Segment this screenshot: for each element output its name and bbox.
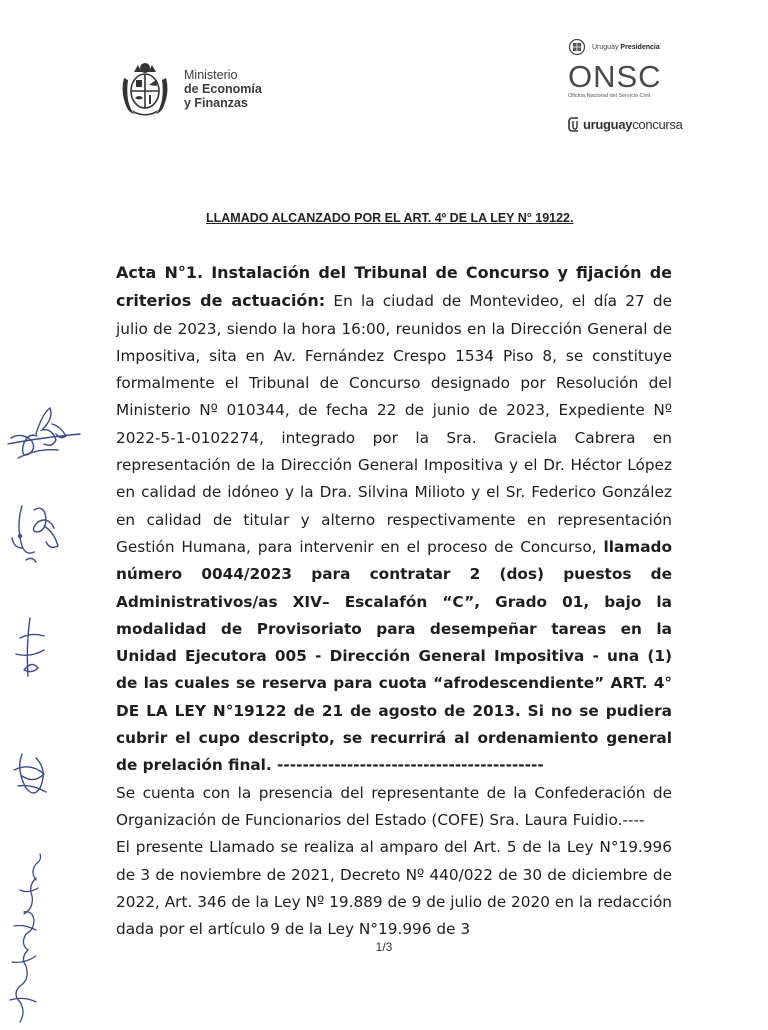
uruguay-concursa-icon [568, 116, 581, 133]
paragraph-acta [116, 259, 672, 780]
portal-word-b: concursa [632, 117, 683, 132]
presidency-seal-icon [568, 38, 586, 56]
portal-word-a: uruguay [583, 117, 633, 132]
margin-signature-3 [6, 614, 56, 684]
ministry-logo [114, 58, 262, 120]
onsc-subtitle: Oficina Nacional del Servicio Civil [568, 93, 650, 99]
document-heading: LLAMADO ALCANZADO POR EL ART. 4º DE LA LEY N° 19122. [206, 211, 574, 225]
onsc-acronym: ONSC [568, 59, 662, 94]
ministry-line-2: de Economía [184, 82, 262, 96]
acta-title: Acta N°1. Instalación del Tribunal de Concurso y fijación de criterios de actuación: [116, 263, 672, 311]
page-number: 1/3 [375, 940, 393, 954]
ministry-name [184, 68, 262, 110]
coat-of-arms-icon [114, 58, 176, 120]
margin-signature-1 [6, 400, 86, 470]
margin-signature-2 [4, 498, 74, 573]
uruguay-concursa-text [583, 117, 683, 132]
uruguay-concursa-logo [568, 116, 688, 133]
presidency-row [568, 36, 688, 58]
ministry-line-1: Ministerio [184, 68, 238, 82]
margin-signature-4 [6, 744, 66, 804]
ministry-line-3: y Finanzas [184, 96, 248, 110]
onsc-logo [568, 36, 688, 133]
presidency-word: Presidencia [620, 43, 660, 51]
presidency-prefix: Uruguay [592, 43, 619, 51]
document-body [116, 259, 672, 943]
paragraph-legal-basis: El presente Llamado se realiza al amparo del Art. 5 de la Ley N°19.996 de 3 de noviembre de 2021, Decreto Nº 440/022 de 30 de diciembre de 2022, Art. 346 de la Ley Nº 19.889 de 9 de julio de 2020 en la redacción dada por el artículo 9 de la Ley N°19.996 de 3 [116, 838, 672, 939]
presidency-label [592, 44, 660, 51]
acta-text: En la ciudad de Montevideo, el día 27 de julio de 2023, siendo la hora 16:00, reunidos en la Dirección General de Impositiva, sita en Av. Fernández Crespo 1534 Piso 8, se constituye formalmente el Tribunal de Concurso designado por Resolución del Ministerio Nº 010344, de fecha 22 de junio de 2023, Expediente Nº 2022-5-1-0102274, integrado por la Sra. Graciela Cabrera en representación de la Dirección General Impositiva y el Dr. Héctor López en calidad de idóneo y la Dra. Silvina Milioto y el Sr. Federico González en calidad de titular y alterno respectivamente en representación Gestión Humana, para intervenir en el proceso de Concurso, [116, 292, 673, 556]
paragraph-cofe: Se cuenta con la presencia del representante de la Confederación de Organización de Funcionarios del Estado (COFE) Sra. Laura Fuidio.---- [116, 783, 672, 829]
llamado-details: llamado número 0044/2023 para contratar 2 (dos) puestos de Administrativos/as XIV– Escalafón “C”, Grado 01, bajo la modalidad de Provisoriato para desempeñar tareas en la Unidad Ejecutora 005 - Dirección General Impositiva - una (1) de las cuales se reserva para cuota “afrodescendiente” ART. 4° DE LA LEY N°19122 de 21 de agosto de 2013. Si no se pudiera cubrir el cupo descripto, se recurrirá al ordenamiento general de prelación final. ------------------------------------------ [116, 537, 672, 775]
